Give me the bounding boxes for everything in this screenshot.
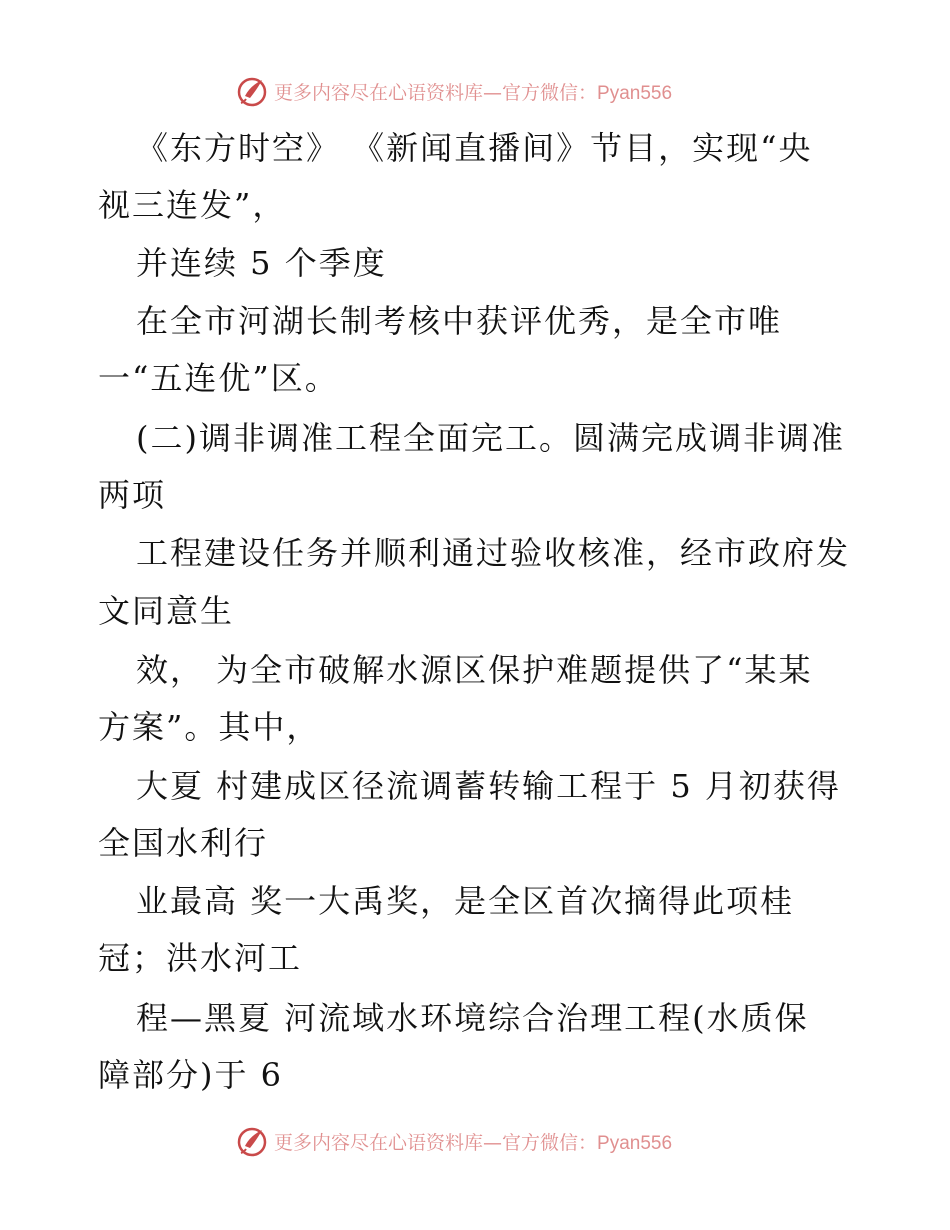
footer-watermark <box>236 1124 672 1158</box>
text-line: 在全市河湖长制考核中获评优秀，是全市唯 <box>136 302 783 340</box>
watermark-text: 更多内容尽在心语资料库—官方微信：Pyan556 <box>274 1131 673 1154</box>
text-line: 工程建设任务并顺利通过验收核准，经市政府发 <box>136 534 851 572</box>
text-line: 两项 <box>98 476 167 514</box>
text-line: 效， 为全市破解水源区保护难题提供了“某某 <box>136 651 813 689</box>
text-line: 冠；洪水河工 <box>98 939 303 977</box>
text-line: 视三连发”， <box>98 186 287 224</box>
text-line: 一“五连优”区。 <box>98 359 339 397</box>
watermark-text: 更多内容尽在心语资料库—官方微信：Pyan556 <box>274 81 673 104</box>
text-line: (二)调非调准工程全面完工。圆满完成调非调准 <box>136 419 845 457</box>
brush-logo-icon <box>236 1124 270 1158</box>
text-line: 并连续 5 个季度 <box>136 244 387 282</box>
text-line: 障部分)于 6 <box>98 1056 284 1094</box>
text-line: 方案”。其中， <box>98 708 321 746</box>
text-line: 全国水利行 <box>98 824 269 862</box>
text-line: 业最高 奖一大禹奖，是全区首次摘得此项桂 <box>136 882 795 920</box>
text-line: 程—黑夏 河流域水环境综合治理工程(水质保 <box>136 999 809 1037</box>
text-line: 大夏 村建成区径流调蓄转输工程于 5 月初获得 <box>136 767 841 805</box>
text-line: 文同意生 <box>98 592 235 630</box>
text-line: 《东方时空》 《新闻直播间》节目，实现“央 <box>136 129 813 167</box>
